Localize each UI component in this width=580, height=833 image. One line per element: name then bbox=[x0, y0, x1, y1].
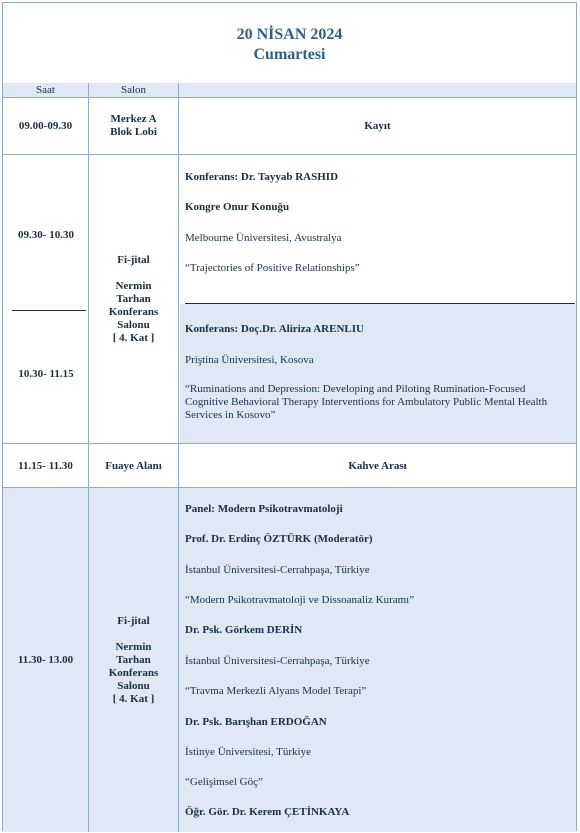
panel-room-text: Fi-jital Nermin Tarhan Konferans Salonu [ 4. Kat ] bbox=[108, 614, 159, 705]
header-time: Saat bbox=[3, 83, 89, 97]
panel-speaker-3-name: Dr. Psk. Barışhan ERDOĞAN bbox=[185, 716, 327, 728]
talks-time-cell bbox=[3, 155, 89, 443]
talks-room bbox=[89, 155, 179, 443]
header-room: Salon bbox=[89, 83, 179, 97]
panel-speaker-2-title: “Travma Merkezli Alyans Model Terapi” bbox=[185, 685, 367, 697]
coffee-room: Fuaye Alanı bbox=[89, 444, 179, 487]
schedule-date: 20 NİSAN 2024 bbox=[236, 26, 343, 43]
panel-speaker-1-affiliation: İstanbul Üniversitesi-Cerrahpaşa, Türkiye bbox=[185, 564, 370, 576]
talk2-title: “Ruminations and Depression: Developing and Piloting Rumination-Focused Cognitive Behavioral Therapy Interventions for Ambulatory Public Mental Health Services in Kosovo” bbox=[185, 383, 548, 421]
coffee-time: 11.15- 11.30 bbox=[3, 444, 89, 487]
panel-speaker-3-title: “Gelişimsel Göç” bbox=[185, 776, 263, 788]
talk1-affiliation: Melbourne Üniversitesi, Avustralya bbox=[185, 232, 342, 244]
schedule-table bbox=[2, 2, 577, 831]
panel-speaker-2-affiliation: İstanbul Üniversitesi-Cerrahpaşa, Türkiye bbox=[185, 655, 370, 667]
registration-room-text: Merkez A Blok Lobi bbox=[110, 113, 157, 138]
header-event bbox=[179, 83, 576, 97]
schedule-title bbox=[3, 3, 576, 84]
time-divider bbox=[12, 310, 86, 311]
registration-event: Kayıt bbox=[364, 120, 391, 132]
panel-speaker-1-title: “Modern Psikotravmatoloji ve Dissoanaliz Kuramı” bbox=[185, 594, 415, 606]
talk2-heading: Konferans: Doç.Dr. Aliriza ARENLIU bbox=[185, 323, 364, 335]
panel-speaker-1-name: Prof. Dr. Erdinç ÖZTÜRK (Moderatör) bbox=[185, 533, 373, 545]
panel-speaker-2-name: Dr. Psk. Görkem DERİN bbox=[185, 624, 303, 636]
talk1-heading: Konferans: Dr. Tayyab RASHID bbox=[185, 171, 339, 183]
coffee-event: Kahve Arası bbox=[348, 459, 407, 472]
schedule-day: Cumartesi bbox=[253, 46, 326, 63]
panel-speaker-3-affiliation: İstinye Üniversitesi, Türkiye bbox=[185, 746, 311, 758]
talk-divider bbox=[185, 303, 575, 304]
talks-row bbox=[3, 155, 576, 444]
talk2-affiliation: Priştina Üniversitesi, Kosova bbox=[185, 354, 314, 366]
talk1-title: “Trajectories of Positive Relationships” bbox=[185, 262, 360, 274]
panel-room bbox=[89, 488, 179, 832]
panel-heading: Panel: Modern Psikotravmatoloji bbox=[185, 503, 343, 515]
panel-time: 11.30- 13.00 bbox=[3, 488, 89, 832]
header-row bbox=[3, 83, 576, 98]
coffee-row bbox=[3, 444, 576, 488]
talks-room-text: Fi-jital Nermin Tarhan Konferans Salonu [ 4. Kat ] bbox=[108, 253, 159, 344]
registration-row bbox=[3, 98, 576, 155]
panel-row bbox=[3, 488, 576, 832]
registration-time: 09.00-09.30 bbox=[3, 98, 89, 154]
talk1-time: 09.30- 10.30 bbox=[18, 229, 74, 241]
talk1-role: Kongre Onur Konuğu bbox=[185, 201, 290, 213]
registration-room bbox=[89, 98, 179, 154]
panel-speaker-4-name: Öğr. Gör. Dr. Kerem ÇETİNKAYA bbox=[185, 806, 350, 818]
talk2-time: 10.30- 11.15 bbox=[18, 368, 74, 380]
